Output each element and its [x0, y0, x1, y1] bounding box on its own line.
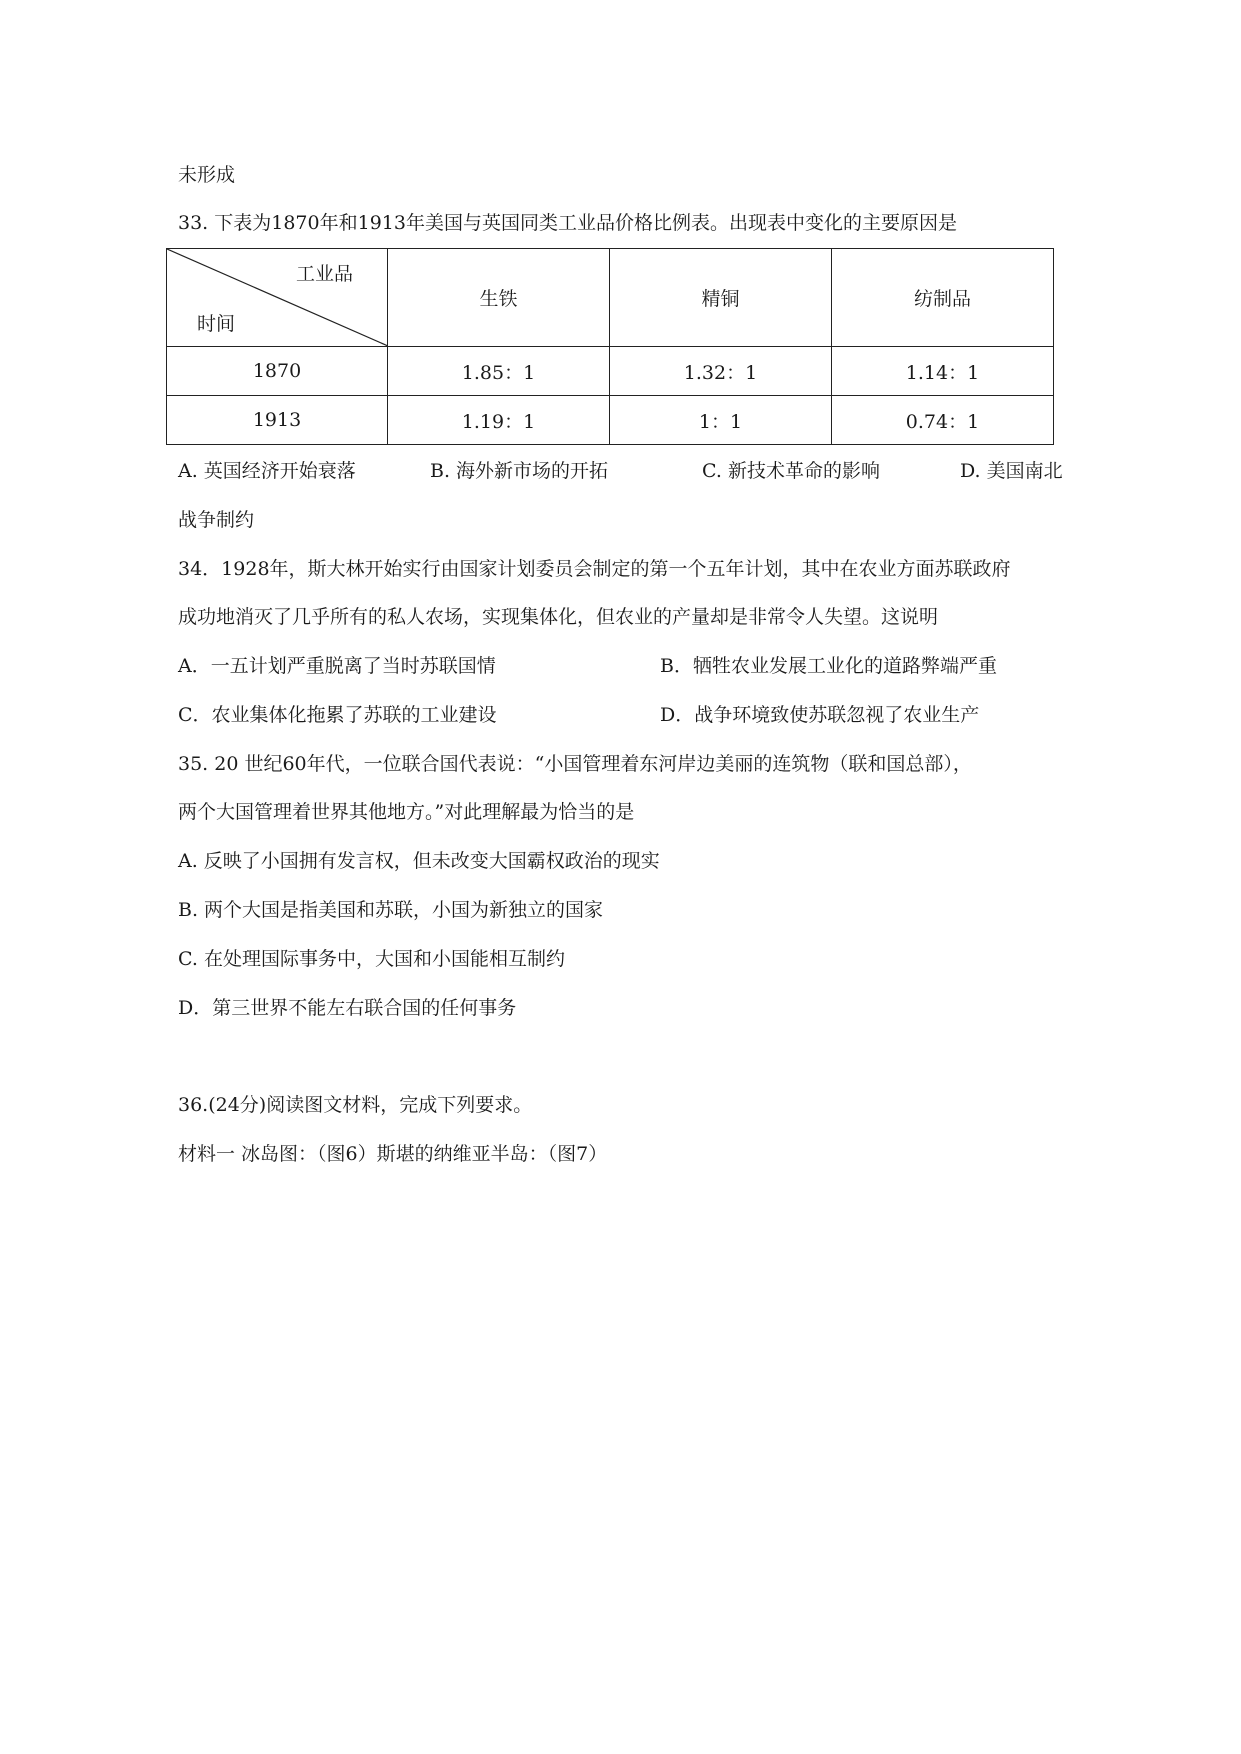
question-33-stem: 33. 下表为1870年和1913年美国与英国同类工业品价格比例表。出现表中变化的主要原因是 — [178, 212, 957, 234]
q33-option-b: B. 海外新市场的开拓 — [430, 460, 609, 482]
table-cell: 1.32：1 — [610, 347, 832, 396]
column-header: 纺制品 — [832, 249, 1054, 347]
row-year: 1913 — [167, 396, 388, 445]
q35-option-d: D．第三世界不能左右联合国的任何事务 — [178, 997, 517, 1019]
q35-option-c: C. 在处理国际事务中，大国和小国能相互制约 — [178, 948, 565, 970]
table-cell: 1.14：1 — [832, 347, 1054, 396]
price-ratio-table — [166, 248, 1054, 445]
q34-option-c: C．农业集体化拖累了苏联的工业建设 — [178, 704, 497, 726]
question-36-material: 材料一 冰岛图：（图6）斯堪的纳维亚半岛：（图7） — [178, 1143, 608, 1165]
table-corner-cell — [167, 249, 388, 347]
q34-option-b: B．牺牲农业发展工业化的道路弊端严重 — [660, 655, 997, 677]
corner-label-product: 工业品 — [295, 263, 353, 285]
table-row — [167, 396, 1054, 445]
table-row — [167, 347, 1054, 396]
question-34-stem-line1: 34．1928年，斯大林开始实行由国家计划委员会制定的第一个五年计划，其中在农业方面苏联政府 — [178, 558, 1011, 580]
table-cell: 1.19：1 — [388, 396, 610, 445]
row-year: 1870 — [167, 347, 388, 396]
q35-option-b: B. 两个大国是指美国和苏联，小国为新独立的国家 — [178, 899, 604, 921]
table-cell: 1：1 — [610, 396, 832, 445]
q33-option-d: D. 美国南北 — [960, 460, 1063, 482]
question-36-stem: 36.(24分)阅读图文材料，完成下列要求。 — [178, 1094, 533, 1116]
q33-option-d-continued: 战争制约 — [178, 509, 255, 531]
q33-option-c: C. 新技术革命的影响 — [702, 460, 880, 482]
question-35-stem-line1: 35. 20 世纪60年代，一位联合国代表说：“小国管理着东河岸边美丽的连筑物（联和国总部）， — [178, 753, 972, 775]
q34-option-a: A．一五计划严重脱离了当时苏联国情 — [178, 655, 496, 677]
q34-option-d: D．战争环境致使苏联忽视了农业生产 — [660, 704, 980, 726]
question-35-stem-line2: 两个大国管理着世界其他地方。”对此理解最为恰当的是 — [178, 801, 635, 823]
q35-option-a: A. 反映了小国拥有发言权，但未改变大国霸权政治的现实 — [178, 850, 660, 872]
question-34-stem-line2: 成功地消灭了几乎所有的私人农场，实现集体化，但农业的产量却是非常令人失望。这说明 — [178, 606, 939, 628]
column-header: 生铁 — [388, 249, 610, 347]
table-header-row — [167, 249, 1054, 347]
carryover-text: 未形成 — [178, 164, 236, 186]
q33-option-a: A. 英国经济开始衰落 — [178, 460, 356, 482]
corner-label-time: 时间 — [197, 313, 236, 335]
table-cell: 0.74：1 — [832, 396, 1054, 445]
table-cell: 1.85：1 — [388, 347, 610, 396]
column-header: 精铜 — [610, 249, 832, 347]
